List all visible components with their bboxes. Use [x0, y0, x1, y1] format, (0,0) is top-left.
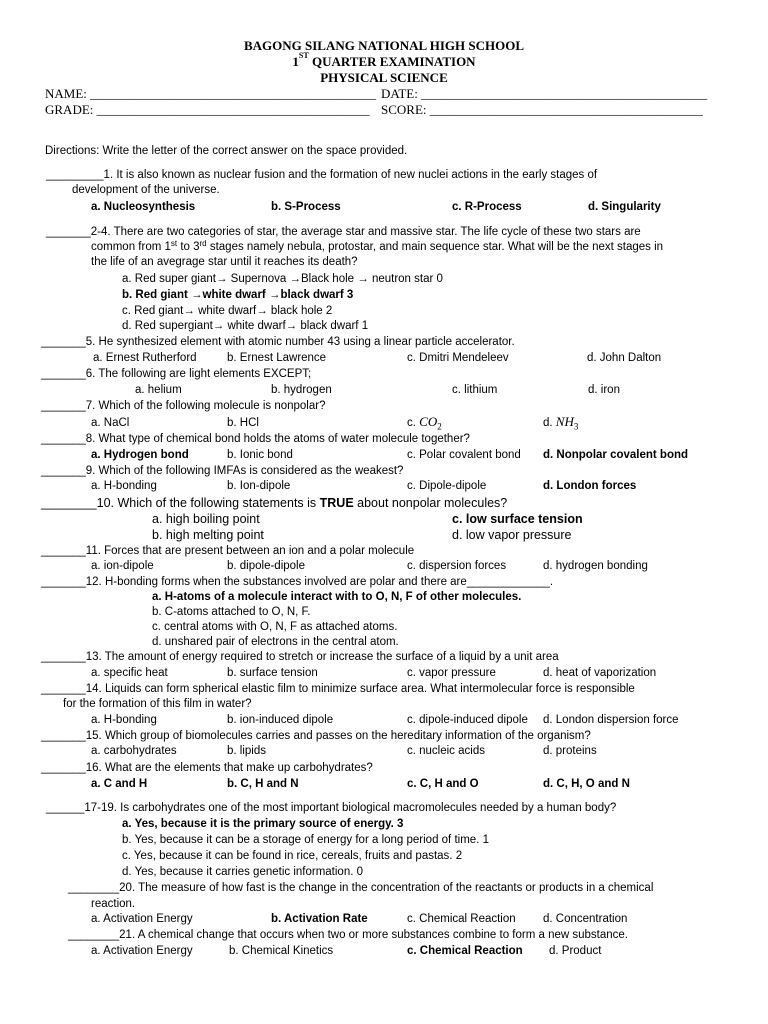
- q1-option-b: b. S-Process: [271, 201, 341, 213]
- q1-option-d: d. Singularity: [588, 201, 661, 213]
- q8-option-b: b. Ionic bond: [227, 449, 293, 461]
- q7-option-c: c. $CO_2$: [407, 414, 442, 432]
- q9-stem: _______9. Which of the following IMFAs is considered as the weakest?: [41, 465, 404, 477]
- q2-option-a: a. Red super giant→ Supernova →Black hole → neutron star 0: [122, 273, 443, 285]
- q1-stem: _________1. It is also known as nuclear fusion and the formation of new nuclei actions in the early stages of: [46, 169, 598, 181]
- q1-option-c: c. R-Process: [452, 201, 522, 213]
- q21-option-a: a. Activation Energy: [91, 945, 193, 957]
- q16-option-b: b. C, H and N: [227, 778, 299, 790]
- q11-option-b: b. dipole-dipole: [227, 560, 306, 572]
- q5-option-a: a. Ernest Rutherford: [93, 352, 197, 364]
- q20-option-b: b. Activation Rate: [271, 913, 368, 925]
- q20-option-d: d. Concentration: [543, 913, 628, 925]
- q13-option-c: c. vapor pressure: [407, 667, 496, 679]
- q1-stem-cont: development of the universe.: [72, 184, 220, 196]
- q5-option-c: c. Dmitri Mendeleev: [407, 352, 509, 364]
- q7-option-b: b. HCl: [227, 417, 259, 429]
- q20-option-c: c. Chemical Reaction: [407, 913, 516, 925]
- q6-option-a: a. helium: [135, 384, 182, 396]
- q11-option-c: c. dispersion forces: [407, 560, 507, 572]
- directions: Directions: Write the letter of the correct answer on the space provided.: [45, 145, 408, 157]
- q14-option-c: c. dipole-induced dipole: [407, 714, 528, 726]
- q16-option-c: c. C, H and O: [407, 778, 479, 790]
- q6-option-c: c. lithium: [452, 384, 498, 396]
- q13-stem: _______13. The amount of energy required to stretch or increase the surface of a liquid by a unit area: [41, 651, 559, 663]
- exam-title: 1ST QUARTER EXAMINATION: [292, 51, 476, 69]
- q17-option-b: b. Yes, because it can be a storage of energy for a long period of time. 1: [122, 834, 489, 846]
- q1-option-a: a. Nucleosynthesis: [91, 201, 196, 213]
- q20-option-a: a. Activation Energy: [91, 913, 193, 925]
- q6-option-d: d. iron: [588, 384, 620, 396]
- q21-option-d: d. Product: [549, 945, 602, 957]
- q2-stem-cont: common from 1st to 3rd stages namely nebula, protostar, and main sequence star. What will be the next stages in: [91, 239, 664, 253]
- q11-option-a: a. ion-dipole: [91, 560, 154, 572]
- score-field[interactable]: SCORE: __________________________________________: [381, 102, 703, 117]
- q11-stem: _______11. Forces that are present between an ion and a polar molecule: [41, 545, 415, 557]
- q2-stem-cont2: the life of an avegrage star until it reaches its death?: [91, 256, 358, 268]
- q5-option-b: b. Ernest Lawrence: [227, 352, 327, 364]
- grade-field[interactable]: GRADE: __________________________________________: [45, 102, 370, 117]
- q12-stem: _______12. H-bonding forms when the substances involved are polar and there are_____________.: [41, 576, 554, 588]
- q13-option-b: b. surface tension: [227, 667, 318, 679]
- q15-option-c: c. nucleic acids: [407, 745, 485, 757]
- q13-option-a: a. specific heat: [91, 667, 168, 679]
- q15-option-d: d. proteins: [543, 745, 597, 757]
- q6-option-b: b. hydrogen: [271, 384, 332, 396]
- q14-stem-cont: for the formation of this film in water?: [63, 698, 252, 710]
- q8-option-d: d. Nonpolar covalent bond: [543, 449, 689, 461]
- school-name: BAGONG SILANG NATIONAL HIGH SCHOOL: [243, 38, 525, 53]
- q7-stem: _______7. Which of the following molecule is nonpolar?: [41, 400, 326, 412]
- q15-option-b: b. lipids: [227, 745, 266, 757]
- q17-option-a: a. Yes, because it is the primary source of energy. 3: [122, 818, 404, 830]
- q15-stem: _______15. Which group of biomolecules carries and passes on the hereditary information of the organism?: [41, 730, 591, 742]
- q14-stem: _______14. Liquids can form spherical elastic film to minimize surface area. What intermolecular force is responsible: [41, 683, 635, 695]
- q17-option-d: d. Yes, because it carries genetic information. 0: [122, 866, 364, 878]
- q13-option-d: d. heat of vaporization: [543, 667, 657, 679]
- q16-option-a: a. C and H: [91, 778, 148, 790]
- q11-option-d: d. hydrogen bonding: [543, 560, 648, 572]
- q7-option-d: d. $NH_3$: [543, 414, 579, 432]
- q12-option-d: d. unshared pair of electrons in the central atom.: [152, 636, 399, 648]
- q2-option-d: d. Red supergiant→ white dwarf→ black dwarf 1: [122, 320, 369, 332]
- q2-stem: _______2-4. There are two categories of star, the average star and massive star. The life cycle of these two stars are: [46, 226, 641, 238]
- q10-option-c: c. low surface tension: [452, 512, 583, 526]
- q14-option-d: d. London dispersion force: [543, 714, 679, 726]
- name-field[interactable]: NAME: ____________________________________________: [45, 86, 377, 101]
- q2-option-b: b. Red giant →white dwarf →black dwarf 3: [122, 289, 354, 301]
- q6-stem: _______6. The following are light elements EXCEPT;: [41, 368, 312, 380]
- q9-option-c: c. Dipole-dipole: [407, 480, 487, 492]
- q8-option-c: c. Polar covalent bond: [407, 449, 521, 461]
- q9-option-d: d. London forces: [543, 480, 637, 492]
- q12-option-b: b. C-atoms attached to O, N, F.: [152, 606, 311, 618]
- q21-stem: ________21. A chemical change that occurs when two or more substances combine to form a new substance.: [68, 929, 628, 941]
- q5-stem: _______5. He synthesized element with atomic number 43 using a linear particle accelerator.: [41, 336, 515, 348]
- q10-stem: ________10. Which of the following statements is TRUE about nonpolar molecules?: [41, 496, 508, 510]
- q2-option-c: c. Red giant→ white dwarf→ black hole 2: [122, 305, 333, 317]
- q16-stem: _______16. What are the elements that make up carbohydrates?: [41, 762, 373, 774]
- q10-option-d: d. low vapor pressure: [452, 528, 572, 542]
- subject-title: PHYSICAL SCIENCE: [320, 70, 448, 85]
- q10-option-a: a. high boiling point: [152, 512, 260, 526]
- q9-option-a: a. H-bonding: [91, 480, 157, 492]
- q7-option-a: a. NaCl: [91, 417, 130, 429]
- q12-option-a: a. H-atoms of a molecule interact with to O, N, F of other molecules.: [152, 591, 522, 603]
- q20-stem: ________20. The measure of how fast is the change in the concentration of the reactants or products in a chemical: [68, 882, 654, 894]
- q16-option-d: d. C, H, O and N: [543, 778, 630, 790]
- q17-stem: ______17-19. Is carbohydrates one of the most important biological macromolecules needed by a human body?: [46, 802, 617, 814]
- q21-option-b: b. Chemical Kinetics: [229, 945, 334, 957]
- q15-option-a: a. carbohydrates: [91, 745, 177, 757]
- q14-option-a: a. H-bonding: [91, 714, 157, 726]
- q5-option-d: d. John Dalton: [587, 352, 662, 364]
- q17-option-c: c. Yes, because it can be found in rice, cereals, fruits and pastas. 2: [122, 850, 463, 862]
- q8-option-a: a. Hydrogen bond: [91, 449, 189, 461]
- q9-option-b: b. Ion-dipole: [227, 480, 291, 492]
- q8-stem: _______8. What type of chemical bond holds the atoms of water molecule together?: [41, 433, 470, 445]
- date-field[interactable]: DATE: ____________________________________________: [381, 86, 708, 101]
- q10-option-b: b. high melting point: [152, 528, 264, 542]
- q20-stem-cont: reaction.: [91, 898, 136, 910]
- q12-option-c: c. central atoms with O, N, F as attached atoms.: [152, 621, 398, 633]
- q14-option-b: b. ion-induced dipole: [227, 714, 334, 726]
- q21-option-c: c. Chemical Reaction: [407, 945, 523, 957]
